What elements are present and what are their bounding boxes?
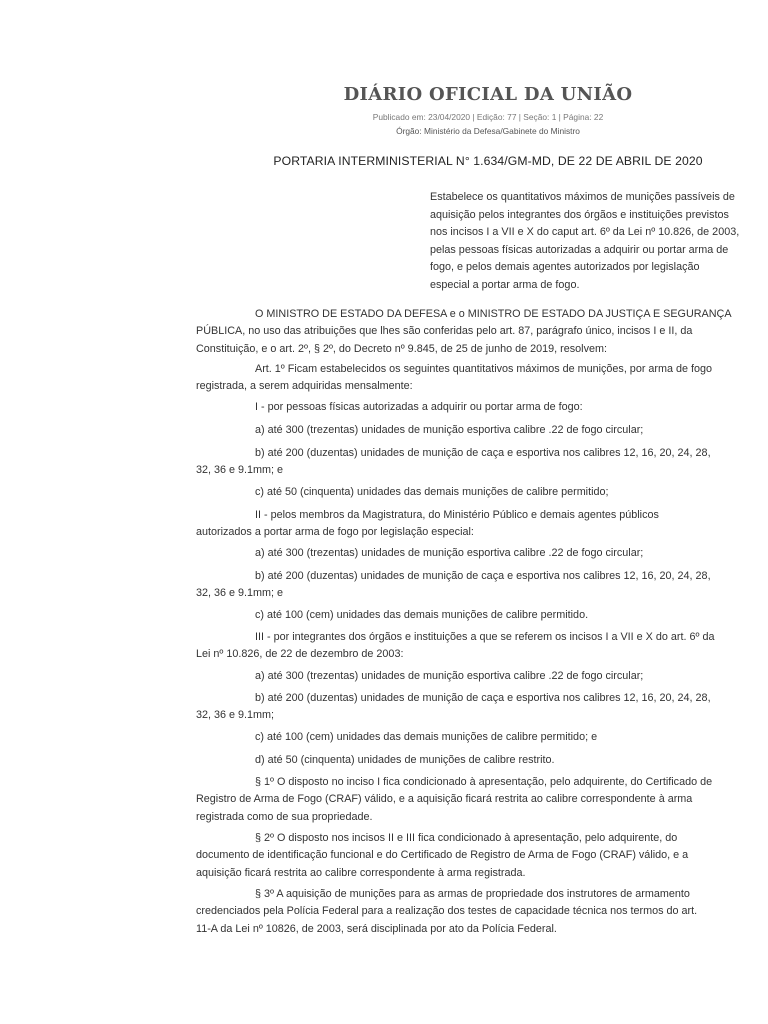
paragraph-line: a) até 300 (trezentas) unidades de munição esportiva calibre .22 de fogo circular;	[255, 670, 644, 682]
publication-info: Publicado em: 23/04/2020 | Edição: 77 | Seção: 1 | Página: 22	[372, 112, 604, 122]
paragraph-line: PÚBLICA, no uso das atribuições que lhes são conferidas pelo art. 87, parágrafo único, incisos I e II, da	[196, 325, 693, 338]
paragraph-line: b) até 200 (duzentas) unidades de munição de caça e esportiva nos calibres 12, 16, 20, 24, 28,	[255, 447, 711, 459]
paragraph	[196, 774, 712, 826]
paragraph-line: c) até 50 (cinquenta) unidades das demais munições de calibre permitido;	[255, 486, 609, 498]
paragraph-line: registrada como de sua propriedade.	[196, 810, 373, 823]
paragraph	[196, 507, 659, 542]
ementa-line: aquisição pelos integrantes dos órgãos e instituições previstos	[430, 208, 729, 221]
paragraph	[196, 607, 588, 624]
paragraph-line: aquisição ficará restrita ao calibre correspondente à arma registrada.	[196, 866, 526, 879]
ementa-line: fogo, e pelos demais agentes autorizados por legislação	[430, 261, 700, 274]
paragraph	[196, 752, 555, 769]
ementa-line: especial a portar arma de fogo.	[430, 278, 580, 291]
paragraph-line: § 3º A aquisição de munições para as armas de propriedade dos instrutores de armamento	[255, 888, 690, 900]
paragraph-line: b) até 200 (duzentas) unidades de munição de caça e esportiva nos calibres 12, 16, 20, 24, 28,	[255, 570, 711, 582]
ementa-line: Estabelece os quantitativos máximos de munições passíveis de	[430, 191, 735, 203]
paragraph	[196, 422, 643, 439]
paragraph-line: 32, 36 e 9.1mm;	[196, 709, 275, 722]
paragraph-line: III - por integrantes dos órgãos e instituições a que se referem os incisos I a VII e X do art. 6º da	[255, 631, 715, 643]
paragraph-line: O MINISTRO DE ESTADO DA DEFESA e o MINISTRO DE ESTADO DA JUSTIÇA E SEGURANÇA	[255, 308, 732, 320]
paragraph-line: Registro de Arma de Fogo (CRAF) válido, e a aquisição ficará restrita ao calibre correspondente à arma	[196, 793, 693, 806]
paragraph-line: c) até 100 (cem) unidades das demais munições de calibre permitido; e	[255, 731, 598, 743]
paragraph	[196, 568, 711, 603]
paragraph-line: Lei nº 10.826, de 22 de dezembro de 2003:	[196, 648, 404, 661]
newspaper-title: DIÁRIO OFICIAL DA UNIÃO	[343, 84, 633, 105]
paragraph	[196, 886, 697, 938]
paragraph-line: a) até 300 (trezentas) unidades de munição esportiva calibre .22 de fogo circular;	[255, 424, 644, 436]
paragraph-line: 32, 36 e 9.1mm; e	[196, 587, 284, 600]
masthead	[250, 84, 726, 136]
paragraph	[196, 545, 643, 562]
paragraph-line: registrada, a serem adquiridas mensalmente:	[196, 380, 413, 393]
paragraph	[196, 484, 609, 501]
paragraph-line: I - por pessoas físicas autorizadas a adquirir ou portar arma de fogo:	[255, 401, 583, 413]
paragraph	[196, 445, 711, 480]
paragraph-line: § 2º O disposto nos incisos II e III fica condicionado à apresentação, pelo adquirente, do	[255, 832, 678, 844]
ementa-line: pelas pessoas físicas autorizadas a adquirir ou portar arma de	[430, 243, 729, 256]
paragraph	[196, 306, 732, 358]
paragraph	[196, 830, 688, 882]
ementa	[430, 189, 768, 295]
paragraph-line: 32, 36 e 9.1mm; e	[196, 464, 284, 477]
paragraph-line: c) até 100 (cem) unidades das demais munições de calibre permitido.	[255, 609, 589, 621]
ementa-line: nos incisos I a VII e X do caput art. 6º da Lei nº 10.826, de 2003,	[430, 226, 740, 239]
paragraph-line: a) até 300 (trezentas) unidades de munição esportiva calibre .22 de fogo circular;	[255, 547, 644, 559]
paragraph-line: 11-A da Lei nº 10826, de 2003, será disciplinada por ato da Polícia Federal.	[196, 922, 557, 935]
orgao-info: Órgão: Ministério da Defesa/Gabinete do Ministro	[396, 126, 580, 136]
paragraph	[196, 729, 597, 746]
paragraph-line: d) até 50 (cinquenta) unidades de munições de calibre restrito.	[255, 754, 555, 766]
paragraph	[196, 690, 711, 725]
paragraph-line: Constituição, e o art. 2º, § 2º, do Decreto nº 9.845, de 25 de junho de 2019, resolvem:	[196, 342, 607, 355]
paragraph-line: b) até 200 (duzentas) unidades de munição de caça e esportiva nos calibres 12, 16, 20, 24, 28,	[255, 692, 711, 704]
paragraph-line: II - pelos membros da Magistratura, do Ministério Público e demais agentes públicos	[255, 509, 659, 521]
paragraph	[196, 399, 583, 416]
document-title: PORTARIA INTERMINISTERIAL N° 1.634/GM-MD, DE 22 DE ABRIL DE 2020	[273, 154, 703, 168]
paragraph-line: credenciados pela Polícia Federal para a realização dos testes de capacidade técnica nos termos do art.	[196, 905, 698, 918]
paragraph-line: § 1º O disposto no inciso I fica condicionado à apresentação, pelo adquirente, do Certificado de	[255, 776, 713, 788]
paragraph-line: documento de identificação funcional e do Certificado de Registro de Arma de Fogo (CRAF) válido, e a	[196, 849, 689, 862]
paragraph-line: autorizados a portar arma de fogo por legislação especial:	[196, 526, 474, 539]
paragraph	[196, 361, 712, 396]
paragraph-line: Art. 1º Ficam estabelecidos os seguintes quantitativos máximos de munições, por arma de fogo	[255, 363, 713, 375]
paragraph	[196, 668, 643, 685]
paragraph	[196, 629, 714, 664]
